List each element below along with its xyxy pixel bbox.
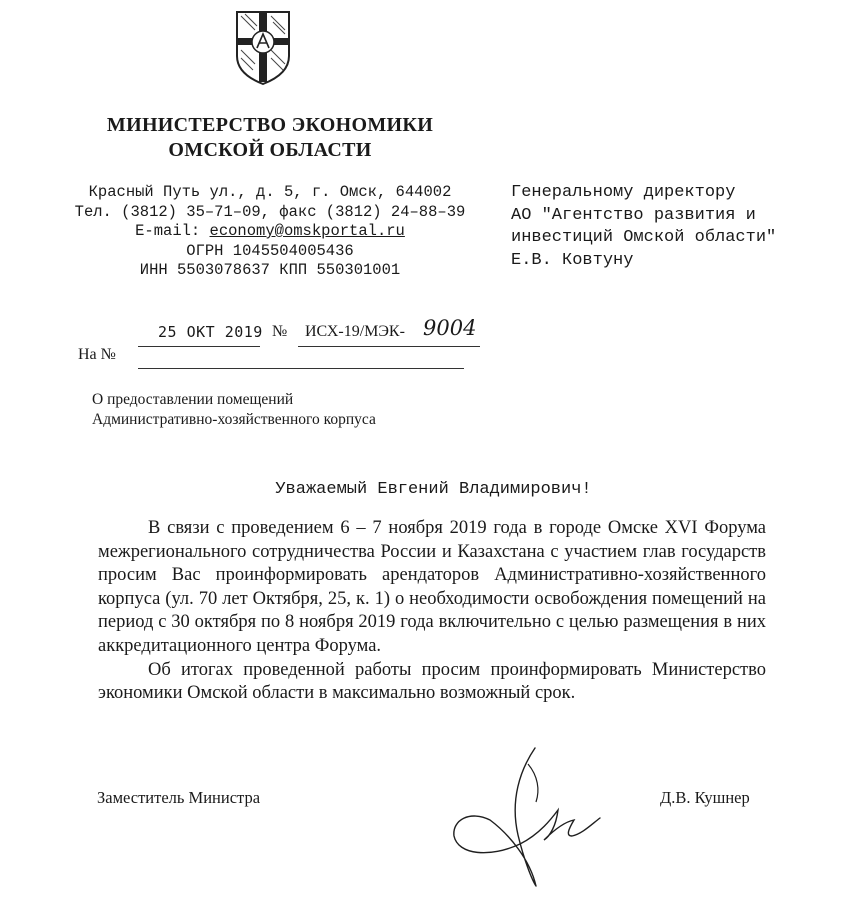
org-line-2: ОМСКОЙ ОБЛАСТИ [168, 139, 372, 161]
number-sign: № [272, 323, 288, 340]
reply-to-label: На № [78, 346, 116, 363]
outgoing-number: ИСХ-19/МЭК- [305, 323, 405, 340]
coat-of-arms-icon [233, 8, 293, 86]
reply-underline [138, 344, 464, 369]
signatory-name: Д.В. Кушнер [660, 788, 750, 807]
addressee-block [511, 182, 841, 272]
contact-block [60, 183, 480, 281]
addressee-line-3: инвестиций Омской области" [511, 228, 777, 247]
handwritten-number: 9004 [423, 316, 477, 340]
address: Красный Путь ул., д. 5, г. Омск, 644002 [88, 183, 452, 201]
handwritten-signature-icon [440, 740, 610, 890]
addressee-line-2: АО "Агентство развития и [511, 205, 756, 225]
greeting: Уважаемый Евгений Владимирович! [275, 480, 592, 499]
addressee-line-1: Генеральному директору [511, 183, 736, 202]
subject-line-2: Административно-хозяйственного корпуса [92, 411, 376, 428]
signatory-title: Заместитель Министра [97, 788, 261, 807]
addressee-line-4: Е.В. Ковтуну [511, 250, 634, 270]
email-link[interactable]: economy@omskportal.ru [209, 222, 405, 240]
email-line [60, 222, 480, 242]
email-label: E-mail: [135, 222, 210, 240]
body-paragraph-2: Об итогах проведенной работы просим проинформировать Министерство экономики Омской области в максимально возможный срок. [98, 659, 766, 704]
date-stamp: 25 ОКТ 2019 [158, 323, 263, 341]
inn-kpp: ИНН 5503078637 КПП 550301001 [139, 261, 401, 279]
ogrn: ОГРН 1045504005436 [186, 241, 354, 260]
body-paragraph-1: В связи с проведением 6 – 7 ноября 2019 года в городе Омске XVI Форума межрегионального сотрудничества России и Казахстана с участием глав государств просим Вас проинформировать арендаторов Административно-хозяйственного корпуса (ул. 70 лет Октября, 25, к. 1) о необходимости освобождения помещений на период с 30 октября по 8 ноября 2019 года включительно с целью размещения в них аккредитационного центра Форума. [98, 518, 766, 656]
organization-name [60, 113, 480, 163]
subject-line-1: О предоставлении помещений [92, 391, 294, 408]
org-line-1: МИНИСТЕРСТВО ЭКОНОМИКИ [106, 114, 434, 136]
subject-block [92, 390, 376, 430]
phone-fax: Тел. (3812) 35–71–09, факс (3812) 24–88–39 [74, 202, 466, 221]
letter-body [98, 517, 766, 706]
